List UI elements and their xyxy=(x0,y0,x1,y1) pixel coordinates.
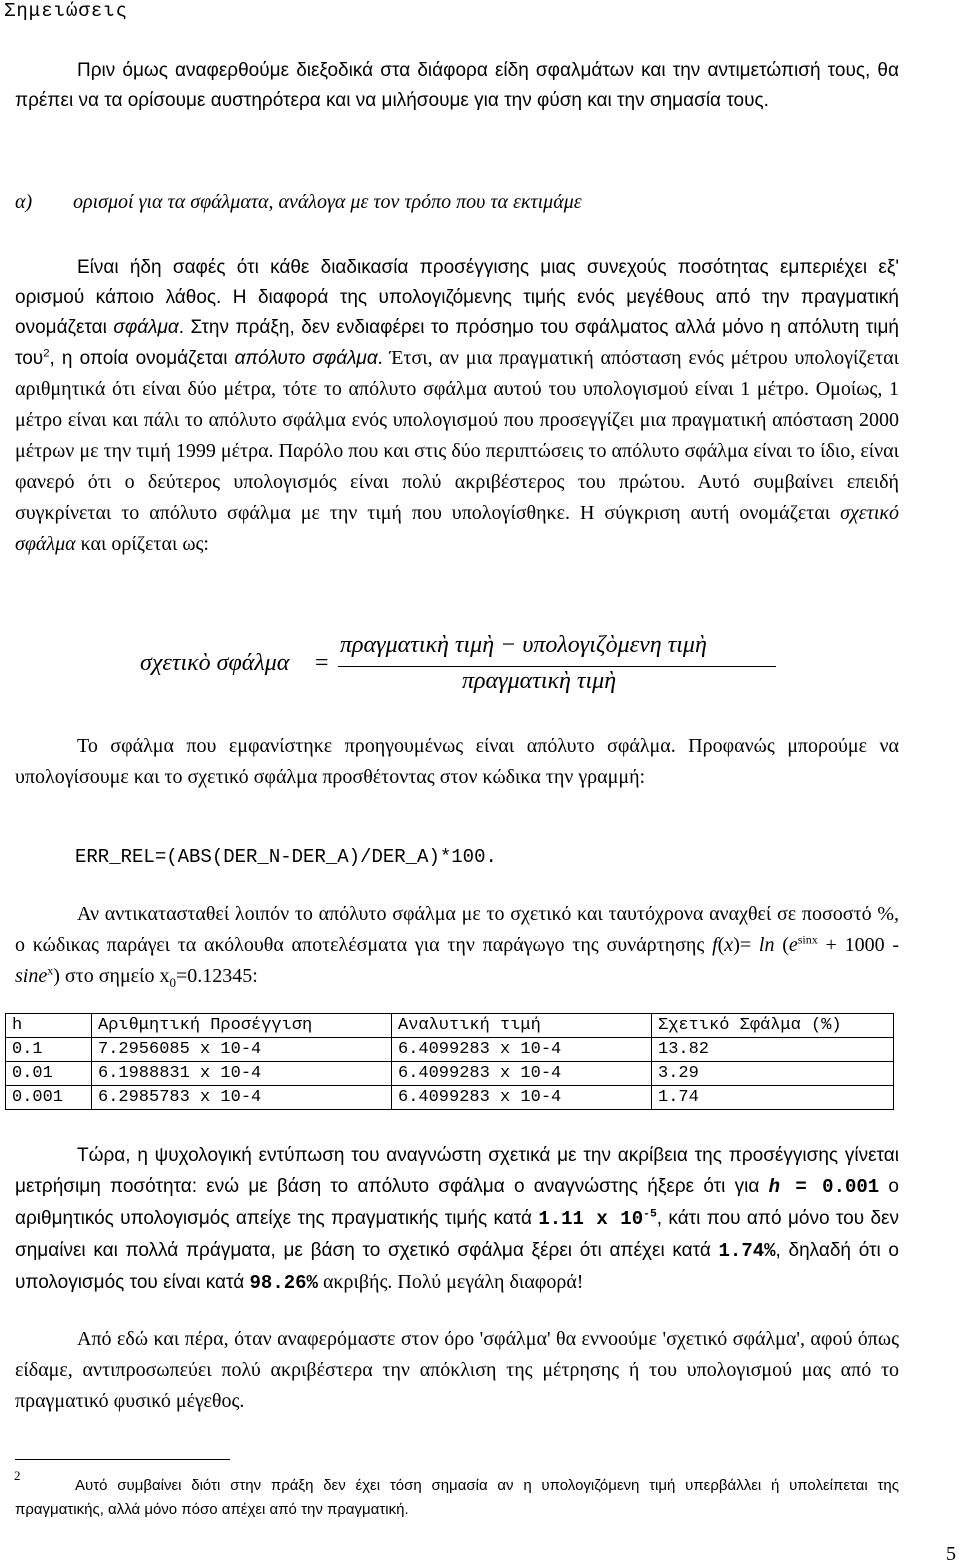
text-run: . Στην πράξη, δεν ενδιαφέρει το πρόσημο του σφάλματος αλλά μόνο η απόλυτη τιμή του xyxy=(15,317,899,369)
table-row xyxy=(6,1062,894,1086)
section-label: α) xyxy=(15,191,33,213)
footnote-text: Αυτό συμβαίνει διότι στην πράξη δεν έχει τόση σημασία αν η υπολογιζόμενη τιμή υπερβάλλει ή υπολείπεται της πραγματικής, αλλά μόνο πόσο απέχει από την πραγματική. xyxy=(15,1477,899,1518)
code-value: 98.26% xyxy=(249,1272,318,1294)
table-cell: 6.4099283 x 10-4 xyxy=(392,1062,652,1086)
text-run: ) στο σημείο x xyxy=(53,965,170,987)
table-cell: 0.01 xyxy=(6,1062,92,1086)
page-number: 5 xyxy=(946,1543,956,1565)
math-symbol: sine xyxy=(15,965,48,987)
formula-numerator: πραγματικὴ τιμὴ − υπολογιζὸμενη τιμὴ xyxy=(340,632,707,658)
footnote-number: 2 xyxy=(14,1468,21,1483)
table-header-cell: Αριθμητική Προσέγγιση xyxy=(92,1014,392,1038)
page-header: Σημειώσεις xyxy=(4,0,129,22)
text-run: και ορίζεται ως: xyxy=(75,533,209,555)
table-cell: 6.4099283 x 10-4 xyxy=(392,1038,652,1062)
text-run: + 1000 - xyxy=(817,934,899,956)
emphasis-term: απόλυτο σφάλμα xyxy=(234,348,378,369)
table-cell: 0.1 xyxy=(6,1038,92,1062)
math-symbol: e xyxy=(788,934,798,956)
table-header-cell: Αναλυτική τιμή xyxy=(392,1014,652,1038)
table-cell: 6.4099283 x 10-4 xyxy=(392,1086,652,1110)
text-run: ακριβής. Πολύ μεγάλη διαφορά! xyxy=(317,1271,584,1293)
exponent: sinx xyxy=(797,932,818,947)
footnote-divider xyxy=(15,1459,230,1460)
table-header-row xyxy=(6,1014,894,1038)
table-row xyxy=(6,1038,894,1062)
code-line: ERR_REL=(ABS(DER_N-DER_A)/DER_A)*100. xyxy=(75,846,497,868)
code-symbol: h xyxy=(768,1176,781,1198)
math-symbol: f xyxy=(712,934,718,956)
emphasis-term: σχετικό σφάλμα xyxy=(15,502,899,555)
code-value: 1.74% xyxy=(718,1240,776,1262)
interpretation-paragraph xyxy=(15,1140,899,1299)
intro-paragraph: Πριν όμως αναφερθούμε διεξοδικά στα διάφορα είδη σφαλμάτων και την αντιμετώπισή τους, θα πρέπει να τα ορίσουμε αυστηρότερα και να μιλήσουμε για την φύση και την σημασία τους. xyxy=(15,60,899,111)
table-cell: 1.74 xyxy=(652,1086,894,1110)
text-run: , κάτι που από μόνο του δεν σημαίνει και πολλά πράγματα, με βάση το σχετικό σφάλμα ξέρει ότι απέχει κατά xyxy=(15,1208,899,1261)
text-run: , η οποία ονομάζεται xyxy=(49,348,235,369)
text-run: Είναι ήδη σαφές ότι κάθε διαδικασία προσέγγισης μιας συνεχούς ποσότητας εμπεριέχει εξ' ορισμού κάποιο λάθος. Η διαφορά της υπολογιζόμενης τιμής ενός μεγέθους από την πραγματική ονομάζεται xyxy=(15,257,899,338)
code-intro-paragraph: Το σφάλμα που εμφανίστηκε προηγουμένως είναι απόλυτο σφάλμα. Προφανώς μπορούμε να υπολογίσουμε και το σχετικό σφάλμα προσθέτοντας στον κώδικα την γραμμή: xyxy=(15,735,899,788)
table-cell: 13.82 xyxy=(652,1038,894,1062)
footnote-reference: 2 xyxy=(43,347,50,360)
math-symbol: x xyxy=(724,934,734,956)
table-header-cell: Σχετικό Σφάλμα (%) xyxy=(652,1014,894,1038)
results-table xyxy=(5,1013,894,1110)
formula-denominator: πραγματικὴ τιμὴ xyxy=(462,668,617,694)
section-title: ορισμοί για τα σφάλματα, ανάλογα με τον τρόπο που τα εκτιμάμε xyxy=(73,191,582,213)
text-run: )= xyxy=(733,934,759,956)
text-run: Αν αντικατασταθεί λοιπόν το απόλυτο σφάλμα με το σχετικό και ταυτόχρονα αναχθεί σε ποσοστό %, ο κώδικας παράγει τα ακόλουθα αποτελέσματα για την παράγωγο της συνάρτησης xyxy=(15,903,899,956)
table-cell: 6.1988831 x 10-4 xyxy=(92,1062,392,1086)
text-run: ο αριθμητικός υπολογισμός απείχε της πραγματικής τιμής κατά xyxy=(15,1176,899,1229)
emphasis-term: σφάλμα xyxy=(113,317,179,338)
definition-paragraph xyxy=(15,253,899,560)
subscript: 0 xyxy=(169,975,176,990)
table-cell: 7.2956085 x 10-4 xyxy=(92,1038,392,1062)
text-run: . Έτσι, αν μια πραγματική απόσταση ενός μέτρου υπολογίζεται αριθμητικά ότι είναι δύο μέτρα, τότε το απόλυτο σφάλμα αυτού του υπολογισμού είναι 1 μέτρο. Ομοίως, 1 μέτρο είναι και πάλι το απόλυτο σφάλμα ενός υπολογισμού που προσεγγίζει μια πραγματική απόσταση 2000 μέτρων με την τιμή 1999 μέτρα. Παρόλο που και στις δύο περιπτώσεις το απόλυτο σφάλμα είναι το ίδιο, είναι φανερό ότι ο δεύτερος υπολογισμός είναι πολύ ακριβέστερος του πρώτου. Αυτό συμβαίνει επειδή συγκρίνεται το απόλυτο σφάλμα με την τιμή που υπολογίσθηκε. Η σύγκριση αυτή ονομάζεται xyxy=(15,347,899,524)
results-intro-paragraph xyxy=(15,899,899,992)
code-value: = 0.001 xyxy=(780,1176,880,1198)
text-run: ( xyxy=(774,934,789,956)
table-header-cell: h xyxy=(6,1014,92,1038)
fraction-bar xyxy=(338,666,776,667)
code-value: 1.11 x 10 xyxy=(538,1208,644,1230)
text-run: , δηλαδή ότι ο υπολογισμός του είναι κατά xyxy=(15,1240,899,1293)
exponent: x xyxy=(47,963,54,978)
formula-equals: = xyxy=(315,650,329,676)
section-heading xyxy=(15,191,582,214)
table-cell: 3.29 xyxy=(652,1062,894,1086)
formula-lhs: σχετικὸ σφάλμα xyxy=(140,650,290,676)
exponent: -5 xyxy=(643,1208,657,1221)
table-row xyxy=(6,1086,894,1110)
conclusion-paragraph: Από εδώ και πέρα, όταν αναφερόμαστε στον όρο 'σφάλμα' θα εννοούμε 'σχετικό σφάλμα', αφού όπως είδαμε, αντιπροσωπεύει πολύ ακριβέστερα την απόκλιση της μέτρησης ή του υπολογισμού μας από το πραγματικό φυσικό μέγεθος. xyxy=(15,1328,899,1412)
text-run: ( xyxy=(717,934,725,956)
table-cell: 6.2985783 x 10-4 xyxy=(92,1086,392,1110)
math-symbol: ln xyxy=(758,934,775,956)
text-run: Τώρα, η ψυχολογική εντύπωση του αναγνώστη σχετικά με την ακρίβεια της προσέγγισης γίνεται μετρήσιμη ποσότητα: ενώ με βάση το απόλυτο σφάλμα ο αναγνώστης ήξερε ότι για xyxy=(15,1145,899,1197)
text-run: =0.12345: xyxy=(175,965,258,987)
table-cell: 0.001 xyxy=(6,1086,92,1110)
